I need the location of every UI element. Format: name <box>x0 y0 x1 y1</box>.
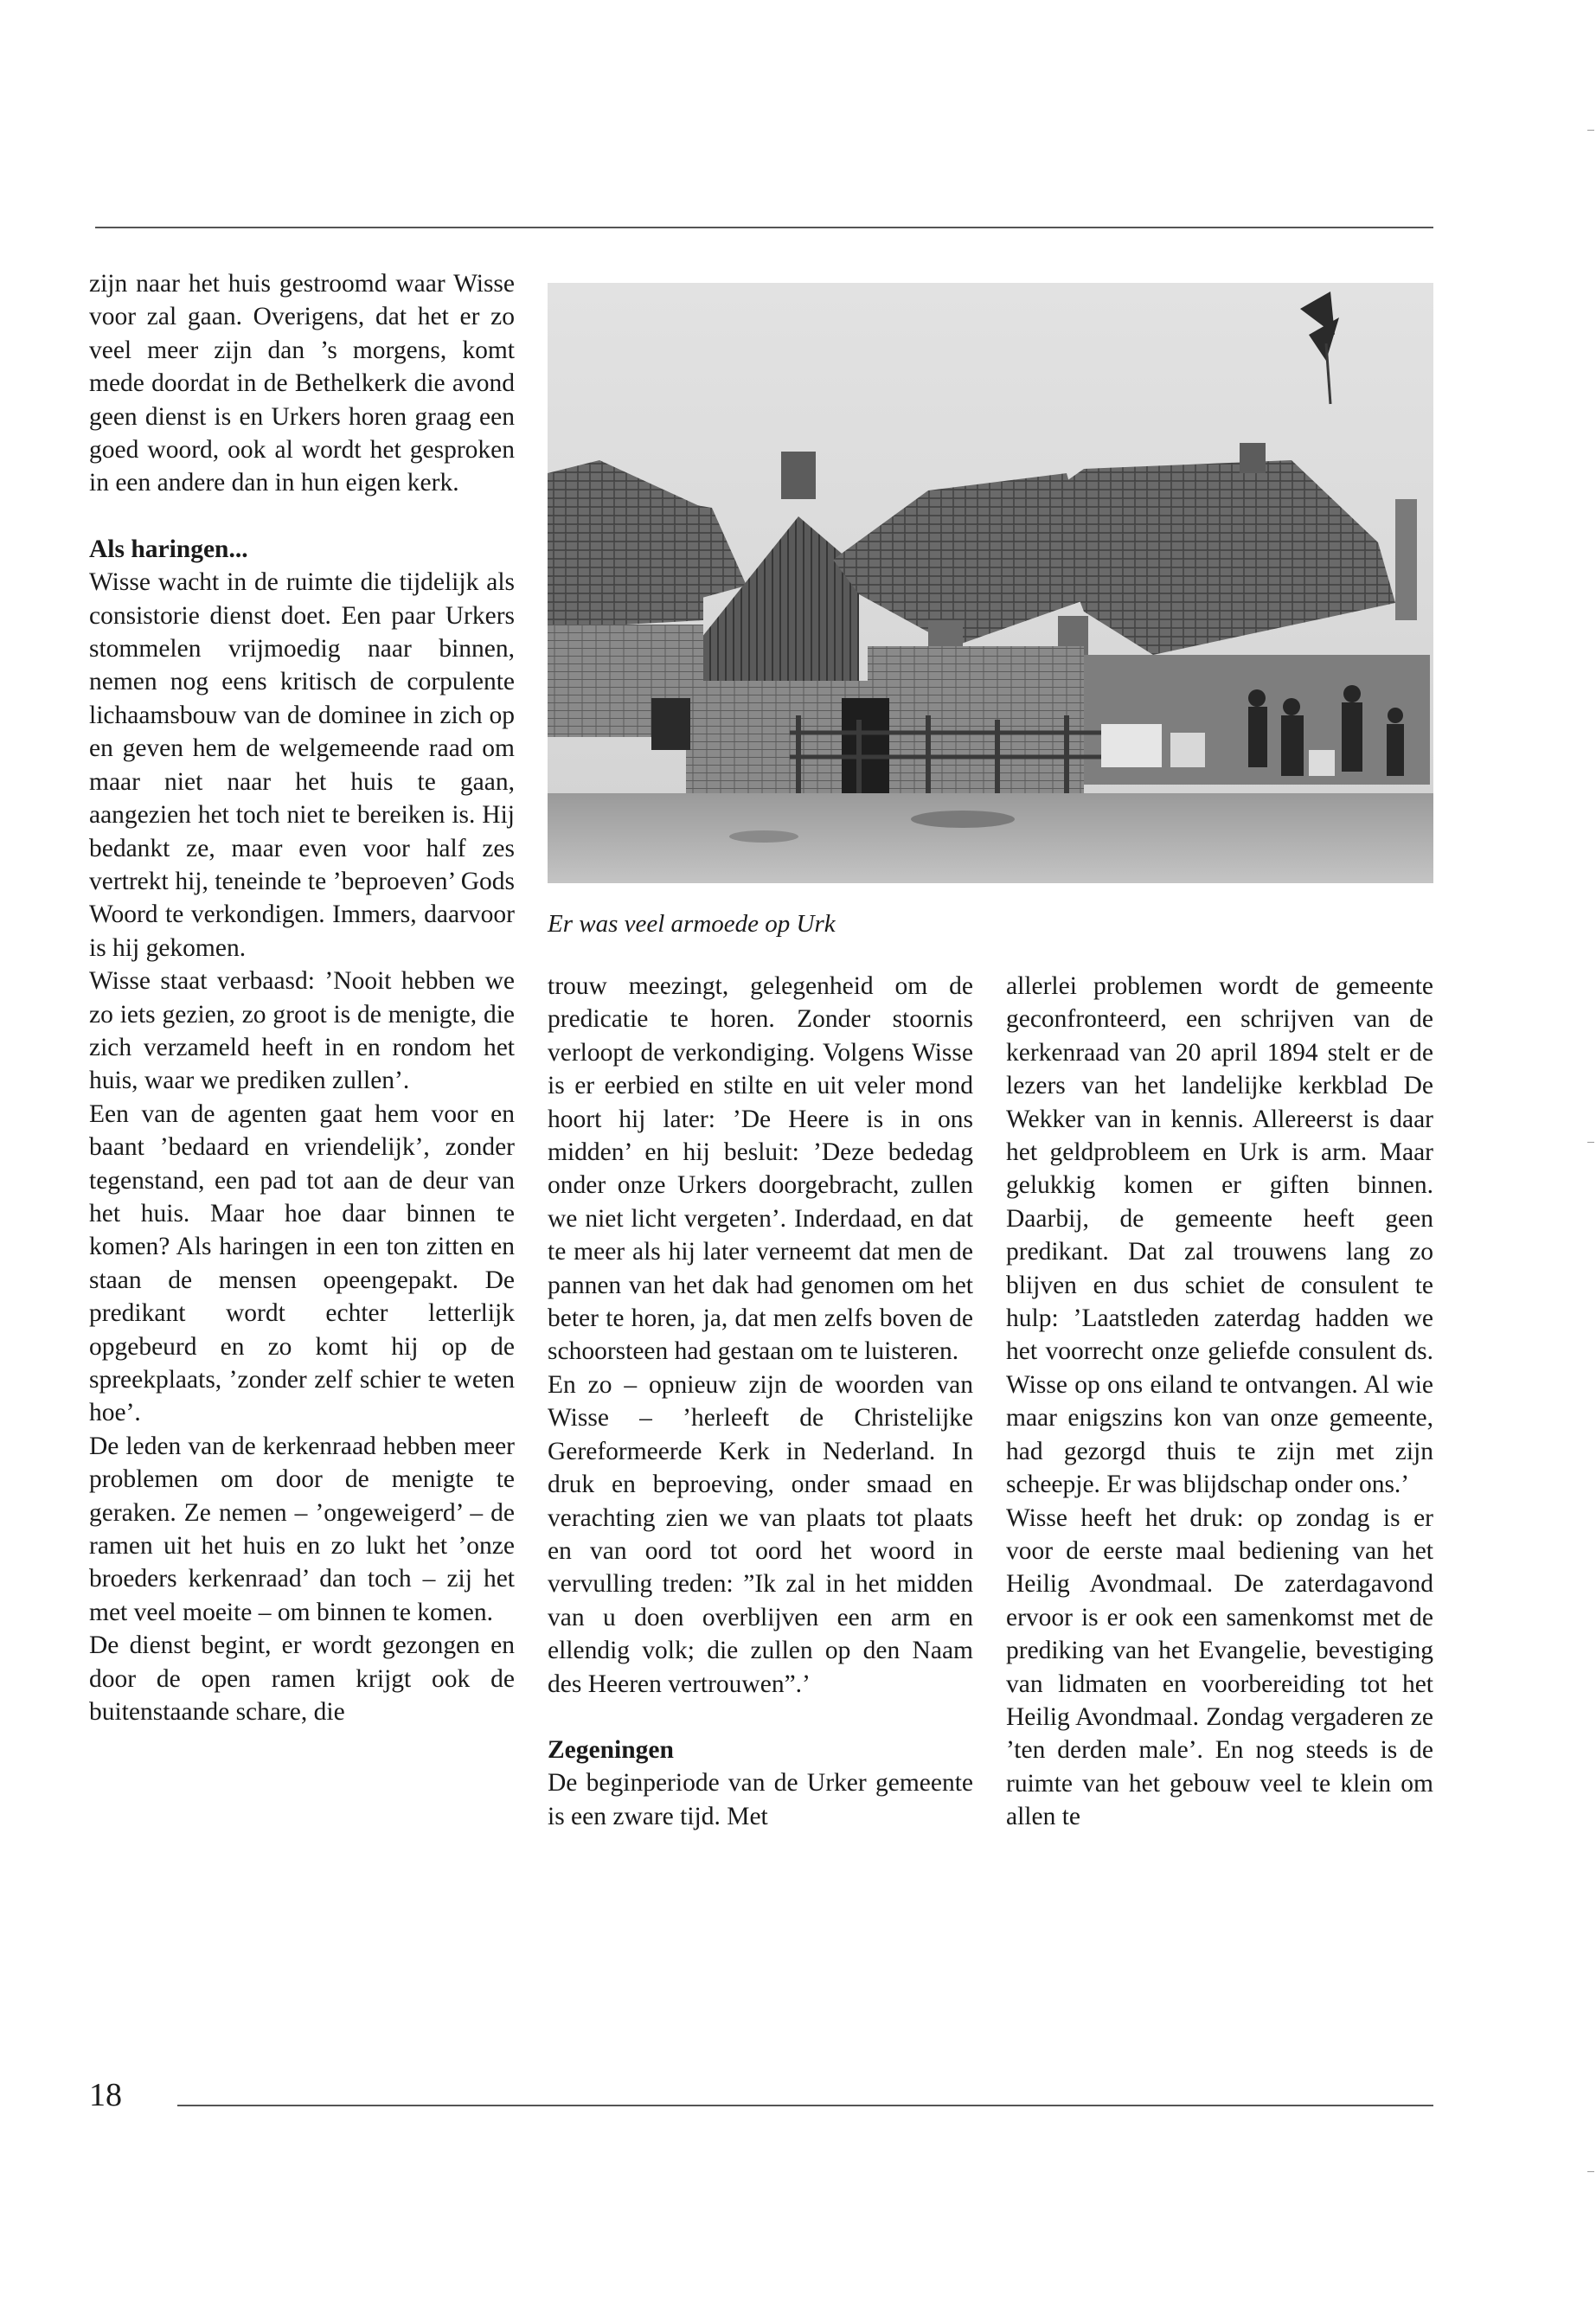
edge-mark <box>1587 1142 1594 1143</box>
text-column-2 <box>548 970 973 1833</box>
text-column-1 <box>89 267 515 1728</box>
paragraph: Wisse heeft het druk: op zondag is er voor de eerste maal bediening van het Heilig Avondmaal. De zaterdagavond ervoor is er ook een samenkomst met de prediking van het Evangelie, bevestiging van lidmaten en voorbereiding tot het Heilig Avondmaal. Zondag vergaderen ze ’ten derden male’. En nog steeds is de ruimte van het gebouw veel te klein om allen te <box>1006 1503 1433 1831</box>
paragraph: De dienst begint, er wordt gezongen en door de open ramen krijgt ook de buitenstaande schare, die <box>89 1631 515 1727</box>
paragraph: Wisse wacht in de ruimte die tijdelijk als consistorie dienst doet. Een paar Urkers stommelen vrijmoedig naar binnen, nemen nog eens kritisch de corpulente lichaamsbouw van de dominee in zich op en geven hem de welgemeende raad om maar niet naar het huis te gaan, aangezien het toch niet te bereiken is. Hij bedankt ze, maar even voor half zes vertrekt hij, teneinde te ’beproeven’ Gods Woord te verkondigen. Immers, daarvoor is hij gekomen. <box>89 568 515 962</box>
paragraph: trouw meezingt, gelegenheid om de predicatie te horen. Zonder stoornis verloopt de verkondiging. Volgens Wisse is er eerbied en stilte en uit veler mond hoort hij later: ’De Heere is in ons midden’ en hij besluit: ’Deze bededag onder onze Urkers doorgebracht, zullen we niet licht vergeten’. Inderdaad, en dat te meer als hij later verneemt dat men de pannen van het dak had genomen om het beter te horen, ja, dat men zelfs boven de schoorsteen had gestaan om te luisteren. <box>548 972 973 1366</box>
top-rule <box>95 227 1433 228</box>
caption-prefix: Er was veel armoede op <box>548 910 797 938</box>
section-heading-zegeningen: Zegeningen <box>548 1735 674 1764</box>
edge-mark <box>1587 130 1594 131</box>
bottom-rule <box>177 2105 1433 2106</box>
photo-village-houses-icon <box>548 283 1433 883</box>
paragraph: allerlei problemen wordt de gemeente geconfronteerd, een schrijven van de kerkenraad van 20 april 1894 stelt er de lezers van het landelijke kerkblad De Wekker van in kennis. Allereerst is daar het geldprobleem en Urk is arm. Maar gelukkig komen er giften binnen. Daarbij, de gemeente heeft geen predikant. Dat zal trouwens lang zo blijven en dus schiet de consulent te hulp: ’Laatstleden zaterdag hadden we het voorrecht onze geliefde consulent ds. Wisse op ons eiland te ontvangen. Al wie maar enigszins kon van onze gemeente, had gezorgd thuis te zijn met zijn scheepje. Er was blijdschap onder ons.’ <box>1006 972 1433 1499</box>
photo-caption <box>548 908 836 939</box>
photo-village-houses <box>548 283 1433 883</box>
section-heading-als-haringen: Als haringen... <box>89 535 248 563</box>
paragraph: En zo – opnieuw zijn de woorden van Wisse – ’herleeft de Christelijke Gereformeerde Kerk in Nederland. In druk en beproeving, onder smaad en verachting zien we van plaats tot plaats en van oord tot oord het woord in vervulling treden: ”Ik zal in het midden van u doen overblijven een arm en ellendig volk; die zullen op den Naam des Heeren vertrouwen”.’ <box>548 1370 973 1698</box>
paragraph: Wisse staat verbaasd: ’Nooit hebben we zo iets gezien, zo groot is de menigte, die zich verzameld heeft in en rondom het huis, waar we prediken zullen’. <box>89 967 515 1095</box>
paragraph: zijn naar het huis gestroomd waar Wisse voor zal gaan. Overigens, dat het er zo veel meer zijn dan ’s morgens, komt mede doordat in de Bethelkerk die avond geen dienst is en Urkers horen graag een goed woord, ook al wordt het gesproken in een andere dan in hun eigen kerk. <box>89 270 515 497</box>
paragraph: De leden van de kerkenraad hebben meer problemen om door de menigte te geraken. Ze nemen – ’ongeweigerd’ – de ramen uit het huis en zo lukt het ’onze broeders kerkenraad’ dan toch – zij het met veel moeite – om binnen te komen. <box>89 1432 515 1626</box>
page-number: 18 <box>89 2077 122 2113</box>
paragraph: Een van de agenten gaat hem voor en baant ’bedaard en vriendelijk’, zonder tegenstand, een pad tot aan de deur van het huis. Maar hoe daar binnen te komen? Als haringen in een ton zitten en staan de mensen opeengepakt. De predikant wordt echter letterlijk opgebeurd en zo komt hij op de spreekplaats, ’zonder zelf schier te weten hoe’. <box>89 1099 515 1427</box>
caption-place: Urk <box>796 910 836 938</box>
edge-mark <box>1587 2171 1594 2172</box>
text-column-3 <box>1006 970 1433 1834</box>
paragraph: De beginperiode van de Urker gemeente is een zware tijd. Met <box>548 1769 973 1830</box>
